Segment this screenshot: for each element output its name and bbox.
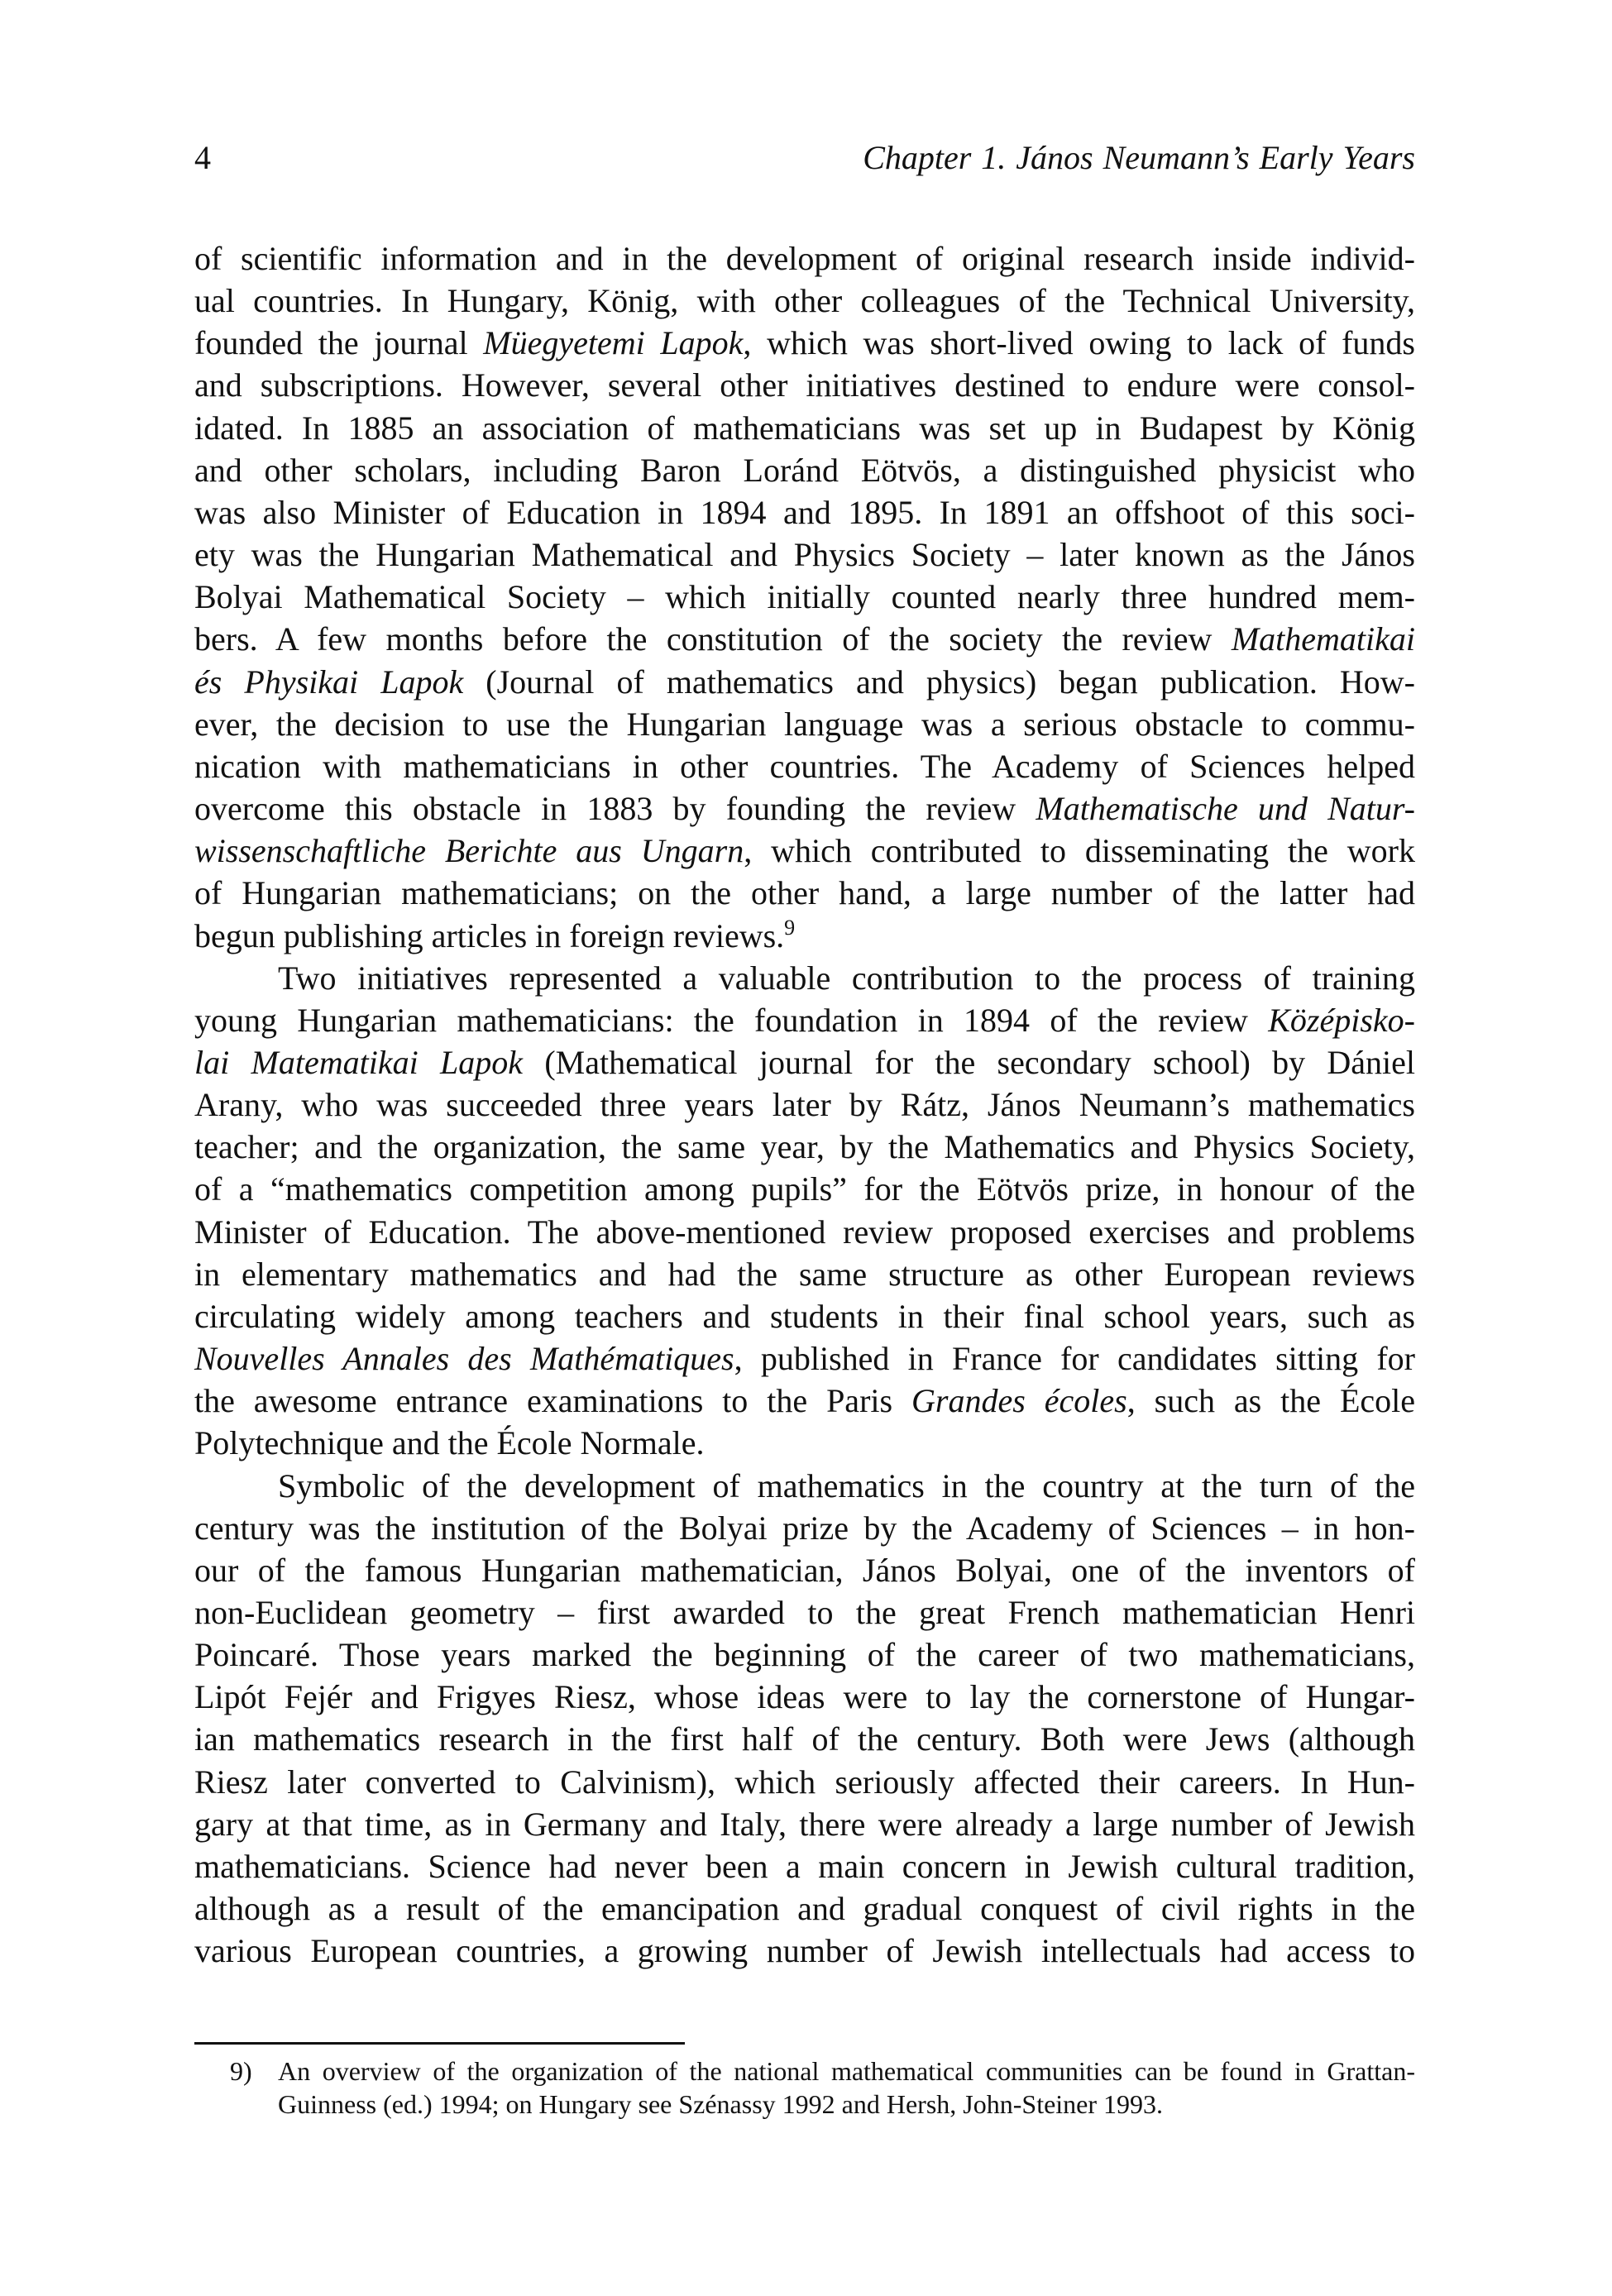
text-run: bers. A few months before the constitution of the society the review	[194, 620, 1232, 658]
text-line: ian mathematics research in the first half of the century. Both were Jews (although	[194, 1720, 1415, 1758]
text-line: gary at that time, as in Germany and Italy, there were already a large number of Jewish	[194, 1805, 1415, 1843]
text-line: of Hungarian mathematicians; on the other hand, a large number of the latter had	[194, 874, 1415, 912]
footnote-line	[194, 2088, 1415, 2121]
text-line: in elementary mathematics and had the same structure as other European reviews	[194, 1255, 1415, 1293]
text-line: of a “mathematics competition among pupils” for the Eötvös prize, in honour of the	[194, 1170, 1415, 1208]
text-line: and subscriptions. However, several other initiatives destined to endure were consol-	[194, 366, 1415, 404]
text-line	[194, 830, 1415, 872]
text-run: , which contributed to disseminating the work	[744, 832, 1415, 870]
page-number: 4	[194, 139, 211, 176]
text-line: idated. In 1885 an association of mathematicians was set up in Budapest by König	[194, 409, 1415, 447]
footnote-divider	[194, 2042, 685, 2045]
text-line: ety was the Hungarian Mathematical and Physics Society – later known as the János	[194, 536, 1415, 574]
footnote-text: Guinness (ed.) 1994; on Hungary see Szénassy 1992 and Hersh, John-Steiner 1993.	[278, 2089, 1164, 2119]
text-line: Polytechnique and the École Normale.	[194, 1424, 705, 1462]
text-line: nication with mathematicians in other countries. The Academy of Sciences helped	[194, 747, 1415, 785]
text-line: and other scholars, including Baron Loránd Eötvös, a distinguished physicist who	[194, 451, 1415, 489]
text-line: of scientific information and in the development of original research inside individ-	[194, 240, 1415, 277]
running-header	[194, 137, 1415, 179]
italic-title: Mathematikai	[1231, 620, 1415, 658]
text-run: overcome this obstacle in 1883 by founding the review	[194, 790, 1036, 828]
italic-title: lai Matematikai Lapok	[194, 1043, 524, 1081]
italic-title: és Physikai Lapok	[194, 662, 464, 701]
chapter-title: Chapter 1. János Neumann’s Early Years	[863, 139, 1415, 176]
text-line: although as a result of the emancipation and gradual conquest of civil rights in the	[194, 1890, 1415, 1928]
text-run: , published in France for candidates sitting for	[734, 1340, 1415, 1378]
text-line: mathematicians. Science had never been a main concern in Jewish cultural tradition,	[194, 1847, 1415, 1885]
text-line: Minister of Education. The above-mentioned review proposed exercises and problems	[194, 1213, 1415, 1251]
text-line: our of the famous Hungarian mathematician, János Bolyai, one of the inventors of	[194, 1551, 1415, 1589]
text-line: Bolyai Mathematical Society – which initially counted nearly three hundred mem-	[194, 578, 1415, 616]
text-run: , such as the École	[1126, 1382, 1416, 1420]
italic-title: wissenschaftliche Berichte aus Ungarn	[194, 832, 744, 870]
italic-title: Nouvelles Annales des Mathématiques	[194, 1340, 734, 1378]
text-line: Arany, who was succeeded three years later by Rátz, János Neumann’s mathematics	[194, 1086, 1415, 1124]
italic-title: Grandes écoles	[911, 1382, 1127, 1420]
text-line	[194, 661, 1415, 703]
text-line: Lipót Fejér and Frigyes Riesz, whose ideas were to lay the cornerstone of Hungar-	[194, 1678, 1415, 1716]
text-line	[194, 915, 1415, 957]
text-line: various European countries, a growing number of Jewish intellectuals had access to	[194, 1932, 1415, 1970]
text-line: Symbolic of the development of mathematics in the country at the turn of the	[278, 1466, 1415, 1504]
text-line: Poincaré. Those years marked the beginning of the career of two mathematicians,	[194, 1636, 1415, 1674]
text-line	[194, 1380, 1415, 1422]
text-run: , which was short-lived owing to lack of funds	[743, 324, 1415, 362]
body-text	[194, 237, 1415, 1972]
text-run: begun publishing articles in foreign reviews.	[194, 916, 785, 954]
text-line: non-Euclidean geometry – first awarded to the great French mathematician Henri	[194, 1594, 1415, 1631]
text-line	[194, 787, 1415, 830]
text-run: (Mathematical journal for the secondary school) by Dániel	[523, 1043, 1415, 1081]
text-run: (Journal of mathematics and physics) began publication. How-	[463, 662, 1415, 701]
text-line	[194, 322, 1415, 364]
text-line: ever, the decision to use the Hungarian language was a serious obstacle to commu-	[194, 705, 1415, 743]
text-line	[194, 1337, 1415, 1380]
footnote-line	[194, 2054, 1415, 2088]
text-line: teacher; and the organization, the same year, by the Mathematics and Physics Society,	[194, 1128, 1415, 1166]
footnote-marker: 9	[784, 915, 796, 940]
text-run: the awesome entrance examinations to the Paris	[194, 1382, 912, 1420]
text-line: Riesz later converted to Calvinism), which seriously affected their careers. In Hun-	[194, 1763, 1415, 1801]
text-run: founded the journal	[194, 324, 484, 362]
text-line	[194, 618, 1415, 660]
text-line: Two initiatives represented a valuable contribution to the process of training	[278, 959, 1415, 997]
text-line: century was the institution of the Bolyai prize by the Academy of Sciences – in hon-	[194, 1509, 1415, 1547]
footnote-number: 9)	[230, 2056, 252, 2086]
italic-title: Középisko-	[1268, 1001, 1415, 1039]
text-line	[194, 1041, 1415, 1083]
footnotes	[194, 2054, 1415, 2121]
italic-title: Mathematische und Natur-	[1036, 790, 1415, 828]
text-run: young Hungarian mathematicians: the foundation in 1894 of the review	[194, 1001, 1269, 1039]
text-line: ual countries. In Hungary, König, with other colleagues of the Technical University,	[194, 282, 1415, 320]
text-line	[194, 999, 1415, 1041]
text-line: circulating widely among teachers and students in their final school years, such as	[194, 1297, 1415, 1335]
footnote-text: An overview of the organization of the national mathematical communities can be found in Grattan-	[278, 2056, 1415, 2086]
italic-title: Müegyetemi Lapok	[483, 324, 744, 362]
text-line: was also Minister of Education in 1894 and 1895. In 1891 an offshoot of this soci-	[194, 493, 1415, 531]
